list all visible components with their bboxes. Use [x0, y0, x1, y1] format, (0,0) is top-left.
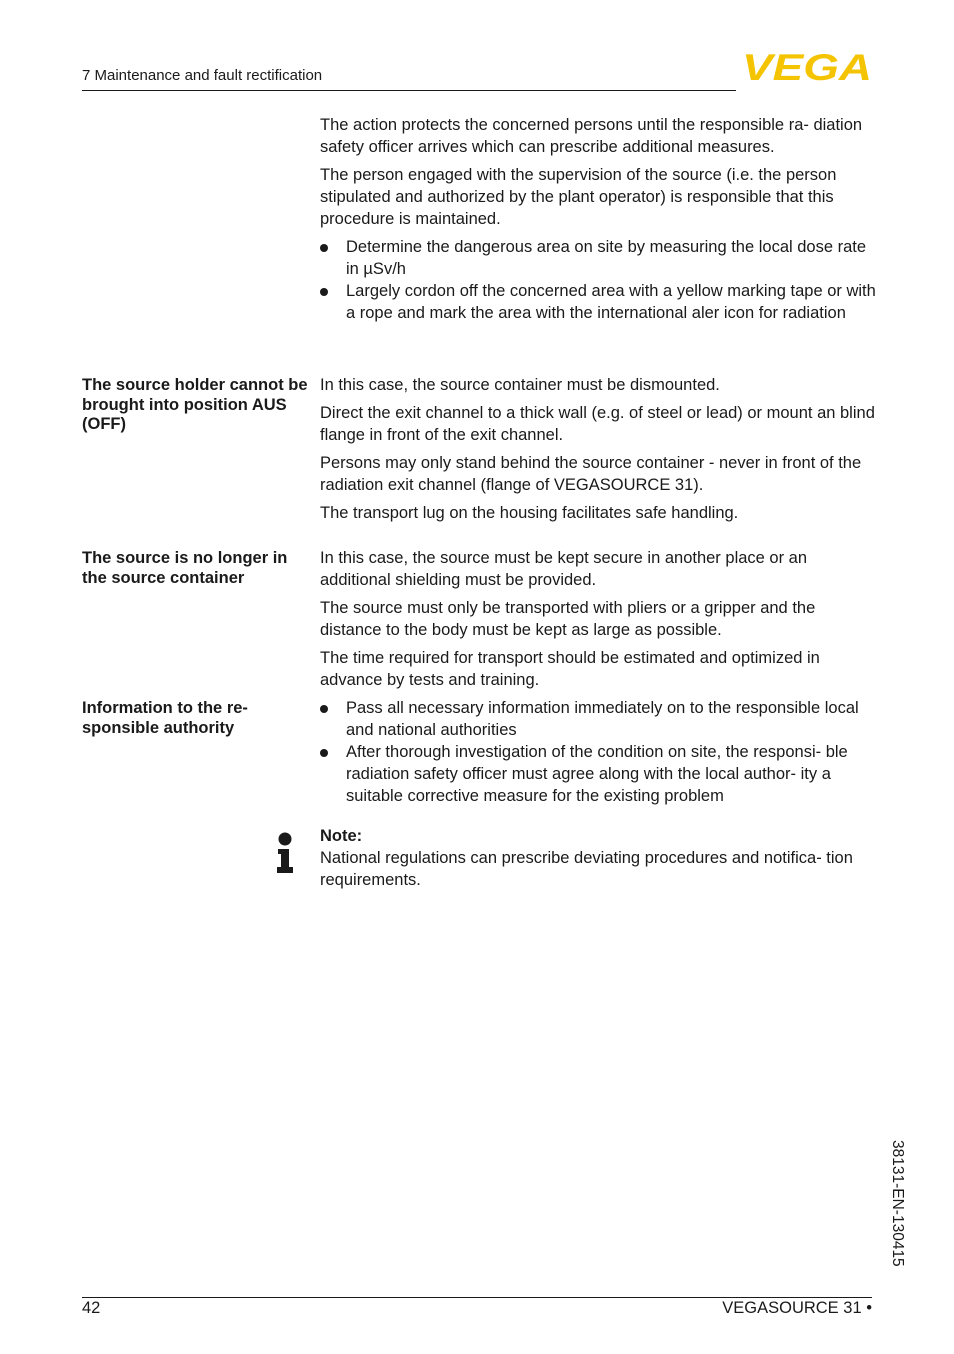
svg-text:VEGA: VEGA [742, 52, 872, 82]
list-item: After thorough investigation of the condition on site, the responsi- ble radiation safety officer must agree along with the local author- ity a suitable corrective measure for the existing problem [320, 741, 880, 807]
holder-paragraph-3: Persons may only stand behind the source container - never in front of the radiation exit channel (flange of VEGASOURCE 31). [320, 454, 862, 494]
product-name: VEGASOURCE 31 • [722, 1299, 872, 1317]
section-heading-authority: Information to the re- sponsible authority [82, 699, 248, 737]
note-block [320, 825, 880, 891]
document-id: 38131-EN-130415 [889, 1140, 906, 1267]
list-item: Largely cordon off the concerned area with a yellow marking tape or with a rope and mark the area with the international aler icon for radiation [320, 280, 880, 324]
bullet-icon [320, 749, 328, 757]
bullet-icon [320, 288, 328, 296]
vega-logo [742, 52, 872, 82]
source-paragraph-2: The source must only be transported with pliers or a gripper and the distance to the body must be kept as large as possible. [320, 599, 816, 639]
header-divider [82, 90, 736, 91]
intro-paragraph-2: The person engaged with the supervision of the source (i.e. the person stipulated and authorized by the plant operator) is responsible that this procedure is maintained. [320, 166, 837, 228]
holder-paragraph-1: In this case, the source container must be dismounted. [320, 376, 720, 394]
footer-divider [82, 1297, 872, 1298]
page-number: 42 [82, 1299, 101, 1317]
holder-paragraph-4: The transport lug on the housing facilitates safe handling. [320, 504, 739, 522]
info-icon [276, 832, 294, 874]
chapter-title: 7 Maintenance and fault rectification [82, 67, 323, 84]
source-paragraph-3: The time required for transport should be estimated and optimized in advance by tests and training. [320, 649, 820, 689]
note-text: National regulations can prescribe deviating procedures and notifica- tion requirements. [320, 849, 853, 889]
section-heading-source: The source is no longer in the source container [82, 549, 288, 587]
intro-paragraph-1: The action protects the concerned persons until the responsible ra- diation safety officer arrives which can prescribe additional measures. [320, 116, 863, 156]
list-item: Pass all necessary information immediately on to the responsible local and national authorities [320, 697, 880, 741]
section-heading-holder: The source holder cannot be brought into position AUS (OFF) [82, 376, 308, 433]
list-item: Determine the dangerous area on site by measuring the local dose rate in µSv/h [320, 236, 880, 280]
bullet-icon [320, 705, 328, 713]
bullet-icon [320, 244, 328, 252]
source-paragraph-1: In this case, the source must be kept secure in another place or an additional shielding must be provided. [320, 549, 808, 589]
note-label: Note: [320, 827, 363, 845]
holder-paragraph-2: Direct the exit channel to a thick wall (e.g. of steel or lead) or mount an blind flange in front of the exit channel. [320, 404, 875, 444]
